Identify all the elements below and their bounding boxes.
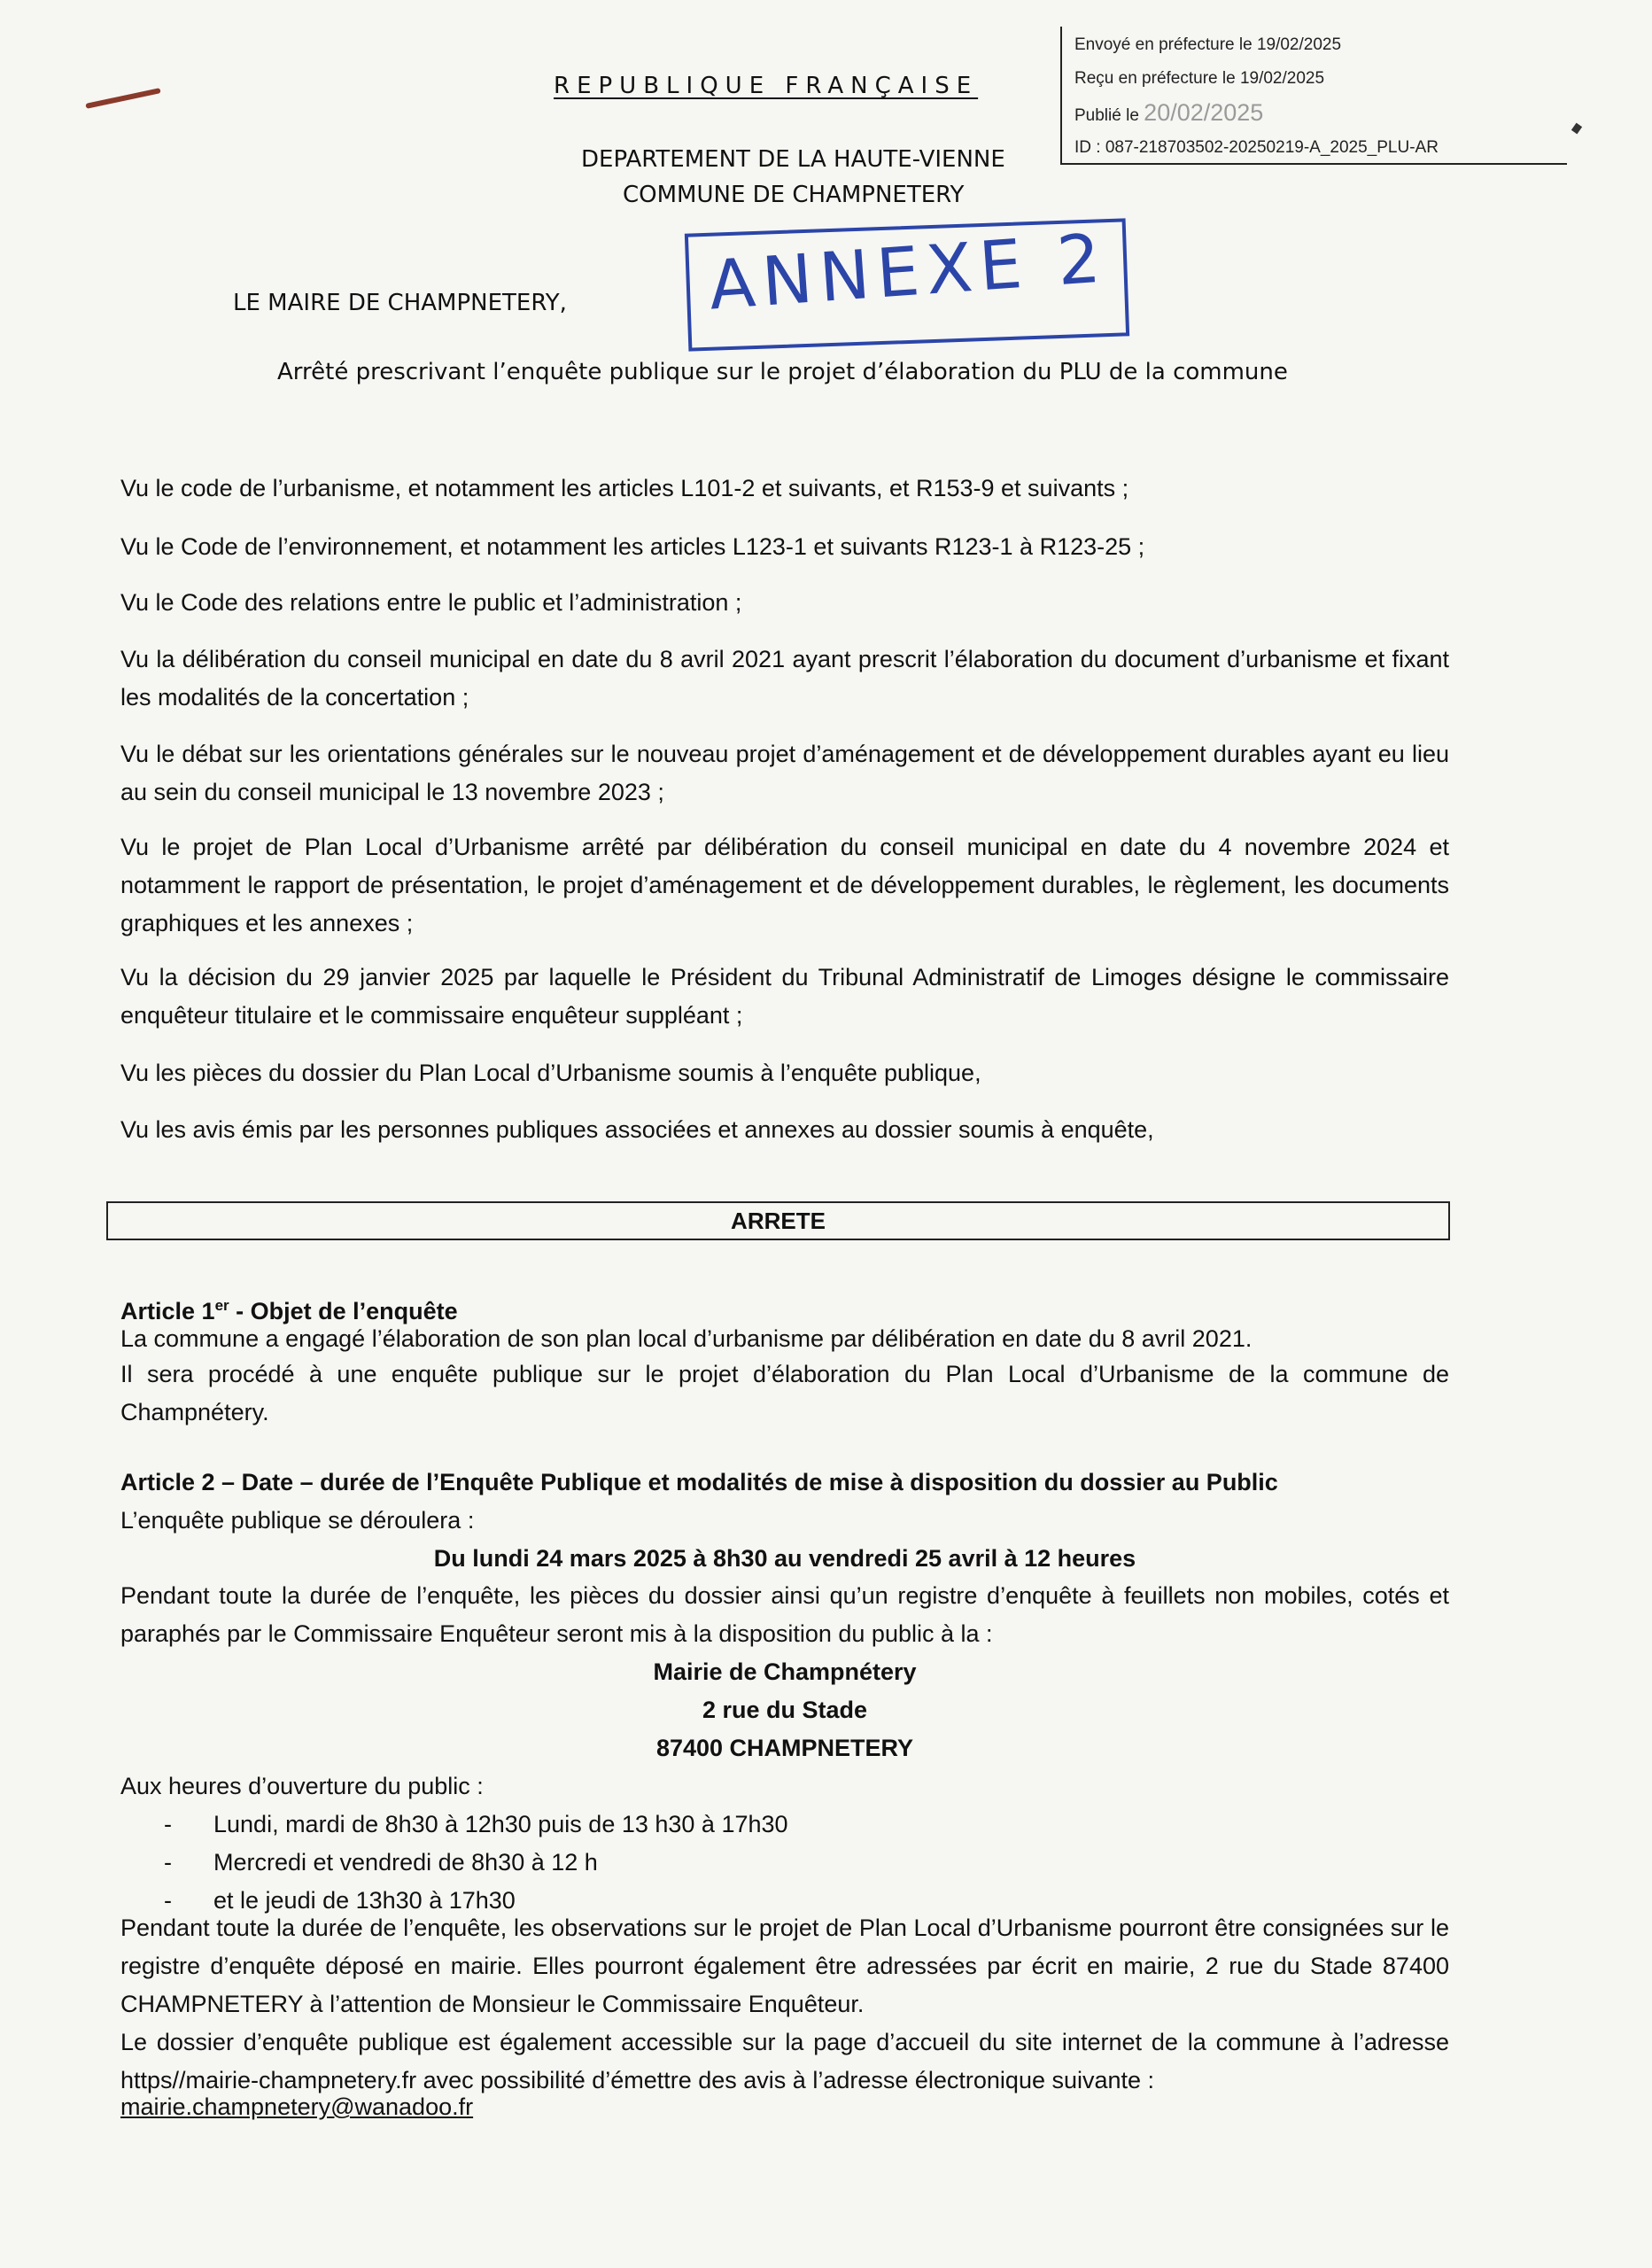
- annexe-label: ANNEXE 2: [706, 218, 1110, 325]
- ink-speck: [1571, 123, 1582, 135]
- stamp-id: ID : 087-218703502-20250219-A_2025_PLU-AR: [1074, 138, 1439, 157]
- address-line-2: 2 rue du Stade: [702, 1697, 868, 1723]
- vu-clause: Vu le débat sur les orientations générales sur le nouveau projet d’aménagement et de développement durables ayant eu lieu au sein du conseil municipal le 13 novembre 2023 ;: [120, 741, 1449, 805]
- stamp-received: Reçu en préfecture le 19/02/2025: [1074, 69, 1325, 88]
- address-line-3: 87400 CHAMPNETERY: [655, 1735, 914, 1761]
- hours-list-item: - et le jeudi de 13h30 à 17h30: [164, 1887, 516, 1914]
- arrete-heading: ARRETE: [106, 1201, 1450, 1240]
- stamp-published-date: 20/02/2025: [1144, 99, 1264, 126]
- article-2-dates: Du lundi 24 mars 2025 à 8h30 au vendredi 25 avril à 12 heures: [433, 1545, 1136, 1572]
- article-1-p1: La commune a engagé l’élaboration de son plan local d’urbanisme par délibération en date du 8 avril 2021.: [120, 1325, 1253, 1352]
- article-1-p2: Il sera procédé à une enquête publique sur le projet d’élaboration du Plan Local d’Urbanisme de la commune de Champnétery.: [120, 1361, 1449, 1425]
- vu-clause: Vu le Code des relations entre le public et l’administration ;: [120, 589, 742, 616]
- vu-clause: Vu la délibération du conseil municipal en date du 8 avril 2021 ayant prescrit l’élaboration du document d’urbanisme et fixant les modalités de la concertation ;: [120, 646, 1449, 711]
- hours-list-item: - Lundi, mardi de 8h30 à 12h30 puis de 13 h30 à 17h30: [164, 1811, 788, 1837]
- email-link[interactable]: mairie.champnetery@wanadoo.fr: [120, 2093, 474, 2120]
- address-line-1: Mairie de Champnétery: [653, 1658, 917, 1685]
- article-1-label: Article 1: [120, 1298, 215, 1324]
- republique-heading: REPUBLIQUE FRANÇAISE: [554, 73, 979, 99]
- stamp-published: [1074, 99, 1263, 127]
- vu-clause: Vu les avis émis par les personnes publiques associées et annexes au dossier soumis à enquête,: [120, 1116, 1154, 1143]
- stamp-sent: Envoyé en préfecture le 19/02/2025: [1074, 35, 1342, 54]
- departement-heading: DEPARTEMENT DE LA HAUTE-VIENNE: [581, 146, 1005, 173]
- stamp-published-label: Publié le: [1074, 106, 1139, 125]
- prefecture-stamp: [1060, 27, 1567, 165]
- commune-heading: COMMUNE DE CHAMPNETERY: [623, 182, 965, 208]
- vu-clause: Vu la décision du 29 janvier 2025 par laquelle le Président du Tribunal Administratif de Limoges désigne le commissaire enquêteur titulaire et le commissaire enquêteur suppléant ;: [120, 964, 1449, 1029]
- hours-text: Mercredi et vendredi de 8h30 à 12 h: [213, 1849, 598, 1876]
- hours-text: et le jeudi de 13h30 à 17h30: [213, 1887, 516, 1914]
- vu-clause: Vu le code de l’urbanisme, et notamment les articles L101-2 et suivants, et R153-9 et suivants ;: [120, 475, 1129, 501]
- vu-clause: Vu le Code de l’environnement, et notamment les articles L123-1 et suivants R123-1 à R123-25 ;: [120, 533, 1145, 560]
- article-2-p2: Pendant toute la durée de l’enquête, les observations sur le projet de Plan Local d’Urbanisme pourront être consignées sur le registre d’enquête déposé en mairie. Elles pourront également être adressées par écrit en mairie, 2 rue du Stade 87400 CHAMPNETERY à l’attention de Monsieur le Commissaire Enquêteur.: [120, 1915, 1449, 2017]
- article-2-p1: Pendant toute la durée de l’enquête, les pièces du dossier ainsi qu’un registre d’enquête à feuillets non mobiles, cotés et paraphés par le Commissaire Enquêteur seront mis à la disposition du public à la :: [120, 1582, 1449, 1647]
- hours-list-item: - Mercredi et vendredi de 8h30 à 12 h: [164, 1849, 598, 1876]
- article-1-subject: - Objet de l’enquête: [229, 1298, 458, 1324]
- article-2-p3: Le dossier d’enquête publique est également accessible sur la page d’accueil du site internet de la commune à l’adresse https//mairie-champnetery.fr avec possibilité d’émettre des avis à l’adresse électronique suivante :: [120, 2029, 1449, 2093]
- article-2-intro: L’enquête publique se déroulera :: [120, 1507, 475, 1534]
- hours-intro: Aux heures d’ouverture du public :: [120, 1773, 484, 1799]
- document-title: Arrêté prescrivant l’enquête publique sur le projet d’élaboration du PLU de la commune: [277, 359, 1288, 385]
- pen-mark: [85, 88, 160, 109]
- vu-clause: Vu le projet de Plan Local d’Urbanisme arrêté par délibération du conseil municipal en date du 4 novembre 2024 et notamment le rapport de présentation, le projet d’aménagement et de développement durables, le règlement, les documents graphiques et les annexes ;: [120, 834, 1449, 936]
- article-1-sup: er: [214, 1297, 229, 1314]
- article-2-title: Article 2 – Date – durée de l’Enquête Publique et modalités de mise à disposition du dossier au Public: [120, 1469, 1278, 1495]
- hours-text: Lundi, mardi de 8h30 à 12h30 puis de 13 h30 à 17h30: [213, 1811, 788, 1837]
- maire-heading: LE MAIRE DE CHAMPNETERY,: [233, 290, 567, 316]
- vu-clause: Vu les pièces du dossier du Plan Local d’Urbanisme soumis à l’enquête publique,: [120, 1060, 981, 1086]
- contact-email[interactable]: [120, 2088, 1449, 2126]
